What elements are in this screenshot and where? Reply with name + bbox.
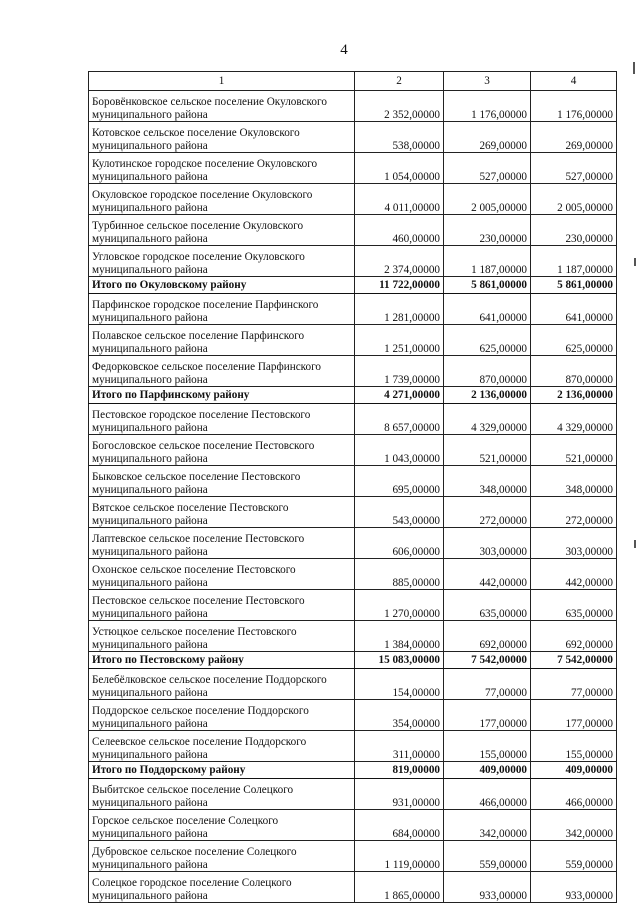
table-row <box>89 779 617 810</box>
settlement-name-cell: Окуловское городское поселение Окуловского муниципального района <box>89 184 355 215</box>
column-3-value-cell: 2 005,00000 <box>444 184 531 215</box>
column-2-value-cell: 543,00000 <box>355 497 444 528</box>
column-4-value-cell: 1 187,00000 <box>531 246 617 277</box>
column-2-value-cell: 1 251,00000 <box>355 325 444 356</box>
table-total-row <box>89 277 617 294</box>
table-total-row <box>89 652 617 669</box>
settlement-name-cell: Угловское городское поселение Окуловского муниципального района <box>89 246 355 277</box>
settlement-name-cell: Итого по Пестовскому району <box>89 652 355 669</box>
column-3-value-cell: 933,00000 <box>444 872 531 903</box>
column-3-value-cell: 272,00000 <box>444 497 531 528</box>
column-3-value-cell: 7 542,00000 <box>444 652 531 669</box>
column-4-value-cell: 4 329,00000 <box>531 404 617 435</box>
table-row <box>89 590 617 621</box>
table-total-row <box>89 387 617 404</box>
column-3-value-cell: 692,00000 <box>444 621 531 652</box>
table-row <box>89 497 617 528</box>
column-4-value-cell: 933,00000 <box>531 872 617 903</box>
scan-mark <box>633 62 635 74</box>
settlement-name-cell: Богословское сельское поселение Пестовского муниципального района <box>89 435 355 466</box>
column-4-value-cell: 5 861,00000 <box>531 277 617 294</box>
column-2-value-cell: 538,00000 <box>355 122 444 153</box>
column-4-value-cell: 272,00000 <box>531 497 617 528</box>
settlement-name-cell: Охонское сельское поселение Пестовского муниципального района <box>89 559 355 590</box>
settlement-name-cell: Белебёлковское сельское поселение Поддорского муниципального района <box>89 669 355 700</box>
column-3-value-cell: 559,00000 <box>444 841 531 872</box>
column-4-value-cell: 527,00000 <box>531 153 617 184</box>
settlement-name-cell: Устюцкое сельское поселение Пестовского муниципального района <box>89 621 355 652</box>
column-4-value-cell: 177,00000 <box>531 700 617 731</box>
column-2-value-cell: 4 271,00000 <box>355 387 444 404</box>
column-3-value-cell: 527,00000 <box>444 153 531 184</box>
table-row <box>89 356 617 387</box>
table-row <box>89 246 617 277</box>
column-2-value-cell: 154,00000 <box>355 669 444 700</box>
column-3-value-cell: 635,00000 <box>444 590 531 621</box>
settlement-name-cell: Кулотинское городское поселение Окуловского муниципального района <box>89 153 355 184</box>
column-2-value-cell: 8 657,00000 <box>355 404 444 435</box>
table-row <box>89 91 617 122</box>
column-2-value-cell: 1 865,00000 <box>355 872 444 903</box>
column-4-value-cell: 1 176,00000 <box>531 91 617 122</box>
settlement-name-cell: Федорковское сельское поселение Парфинского муниципального района <box>89 356 355 387</box>
column-4-value-cell: 559,00000 <box>531 841 617 872</box>
table-row <box>89 700 617 731</box>
column-3-value-cell: 870,00000 <box>444 356 531 387</box>
table-row <box>89 559 617 590</box>
column-4-value-cell: 870,00000 <box>531 356 617 387</box>
column-4-value-cell: 466,00000 <box>531 779 617 810</box>
settlement-name-cell: Парфинское городское поселение Парфинского муниципального района <box>89 294 355 325</box>
table-row <box>89 810 617 841</box>
column-3-value-cell: 466,00000 <box>444 779 531 810</box>
column-header: 4 <box>531 72 617 91</box>
column-3-value-cell: 230,00000 <box>444 215 531 246</box>
settlement-name-cell: Полавское сельское поселение Парфинского муниципального района <box>89 325 355 356</box>
column-2-value-cell: 1 119,00000 <box>355 841 444 872</box>
column-3-value-cell: 1 187,00000 <box>444 246 531 277</box>
table-row <box>89 294 617 325</box>
table-row <box>89 215 617 246</box>
table-row <box>89 872 617 903</box>
column-2-value-cell: 15 083,00000 <box>355 652 444 669</box>
column-4-value-cell: 303,00000 <box>531 528 617 559</box>
settlement-name-cell: Солецкое городское поселение Солецкого муниципального района <box>89 872 355 903</box>
column-header: 2 <box>355 72 444 91</box>
table-row <box>89 841 617 872</box>
settlement-name-cell: Быковское сельское поселение Пестовского муниципального района <box>89 466 355 497</box>
column-4-value-cell: 641,00000 <box>531 294 617 325</box>
column-2-value-cell: 606,00000 <box>355 528 444 559</box>
column-4-value-cell: 625,00000 <box>531 325 617 356</box>
settlement-name-cell: Горское сельское поселение Солецкого муниципального района <box>89 810 355 841</box>
column-2-value-cell: 354,00000 <box>355 700 444 731</box>
column-3-value-cell: 1 176,00000 <box>444 91 531 122</box>
settlement-name-cell: Боровёнковское сельское поселение Окуловского муниципального района <box>89 91 355 122</box>
column-4-value-cell: 692,00000 <box>531 621 617 652</box>
table-row <box>89 528 617 559</box>
table-total-row <box>89 762 617 779</box>
column-2-value-cell: 1 043,00000 <box>355 435 444 466</box>
table-body <box>89 91 617 903</box>
column-2-value-cell: 1 739,00000 <box>355 356 444 387</box>
column-header: 3 <box>444 72 531 91</box>
column-4-value-cell: 348,00000 <box>531 466 617 497</box>
column-3-value-cell: 77,00000 <box>444 669 531 700</box>
settlement-name-cell: Котовское сельское поселение Окуловского муниципального района <box>89 122 355 153</box>
column-2-value-cell: 1 054,00000 <box>355 153 444 184</box>
column-3-value-cell: 5 861,00000 <box>444 277 531 294</box>
settlement-name-cell: Вятское сельское поселение Пестовского муниципального района <box>89 497 355 528</box>
column-3-value-cell: 4 329,00000 <box>444 404 531 435</box>
column-2-value-cell: 2 374,00000 <box>355 246 444 277</box>
column-2-value-cell: 460,00000 <box>355 215 444 246</box>
table-row <box>89 621 617 652</box>
table-row <box>89 435 617 466</box>
column-2-value-cell: 819,00000 <box>355 762 444 779</box>
column-3-value-cell: 442,00000 <box>444 559 531 590</box>
column-3-value-cell: 303,00000 <box>444 528 531 559</box>
column-2-value-cell: 2 352,00000 <box>355 91 444 122</box>
column-2-value-cell: 931,00000 <box>355 779 444 810</box>
column-4-value-cell: 269,00000 <box>531 122 617 153</box>
column-3-value-cell: 348,00000 <box>444 466 531 497</box>
column-2-value-cell: 1 270,00000 <box>355 590 444 621</box>
table-row <box>89 184 617 215</box>
table-row <box>89 122 617 153</box>
settlement-name-cell: Лаптевское сельское поселение Пестовского муниципального района <box>89 528 355 559</box>
column-4-value-cell: 77,00000 <box>531 669 617 700</box>
scan-mark <box>634 258 636 266</box>
column-3-value-cell: 177,00000 <box>444 700 531 731</box>
column-2-value-cell: 695,00000 <box>355 466 444 497</box>
column-3-value-cell: 409,00000 <box>444 762 531 779</box>
column-2-value-cell: 684,00000 <box>355 810 444 841</box>
allocation-table <box>88 71 617 903</box>
column-3-value-cell: 342,00000 <box>444 810 531 841</box>
column-3-value-cell: 521,00000 <box>444 435 531 466</box>
column-4-value-cell: 2 005,00000 <box>531 184 617 215</box>
scan-mark <box>634 540 636 548</box>
column-3-value-cell: 625,00000 <box>444 325 531 356</box>
column-2-value-cell: 1 384,00000 <box>355 621 444 652</box>
settlement-name-cell: Дубровское сельское поселение Солецкого муниципального района <box>89 841 355 872</box>
column-4-value-cell: 635,00000 <box>531 590 617 621</box>
page-number: 4 <box>340 42 348 58</box>
column-3-value-cell: 155,00000 <box>444 731 531 762</box>
column-header: 1 <box>89 72 355 91</box>
column-3-value-cell: 269,00000 <box>444 122 531 153</box>
settlement-name-cell: Селеевское сельское поселение Поддорского муниципального района <box>89 731 355 762</box>
column-4-value-cell: 442,00000 <box>531 559 617 590</box>
settlement-name-cell: Итого по Поддорскому району <box>89 762 355 779</box>
column-4-value-cell: 230,00000 <box>531 215 617 246</box>
table-row <box>89 466 617 497</box>
settlement-name-cell: Итого по Окуловскому району <box>89 277 355 294</box>
column-2-value-cell: 885,00000 <box>355 559 444 590</box>
settlement-name-cell: Пестовское городское поселение Пестовского муниципального района <box>89 404 355 435</box>
settlement-name-cell: Итого по Парфинскому району <box>89 387 355 404</box>
column-3-value-cell: 641,00000 <box>444 294 531 325</box>
column-4-value-cell: 7 542,00000 <box>531 652 617 669</box>
column-2-value-cell: 311,00000 <box>355 731 444 762</box>
table-row <box>89 153 617 184</box>
column-4-value-cell: 2 136,00000 <box>531 387 617 404</box>
table-row <box>89 669 617 700</box>
table-row <box>89 325 617 356</box>
table-row <box>89 731 617 762</box>
column-4-value-cell: 409,00000 <box>531 762 617 779</box>
column-2-value-cell: 1 281,00000 <box>355 294 444 325</box>
settlement-name-cell: Пестовское сельское поселение Пестовского муниципального района <box>89 590 355 621</box>
settlement-name-cell: Турбинное сельское поселение Окуловского муниципального района <box>89 215 355 246</box>
column-2-value-cell: 11 722,00000 <box>355 277 444 294</box>
table-row <box>89 404 617 435</box>
table-header-row <box>89 72 617 91</box>
column-4-value-cell: 342,00000 <box>531 810 617 841</box>
column-4-value-cell: 155,00000 <box>531 731 617 762</box>
column-4-value-cell: 521,00000 <box>531 435 617 466</box>
settlement-name-cell: Поддорское сельское поселение Поддорского муниципального района <box>89 700 355 731</box>
settlement-name-cell: Выбитское сельское поселение Солецкого муниципального района <box>89 779 355 810</box>
column-2-value-cell: 4 011,00000 <box>355 184 444 215</box>
column-3-value-cell: 2 136,00000 <box>444 387 531 404</box>
